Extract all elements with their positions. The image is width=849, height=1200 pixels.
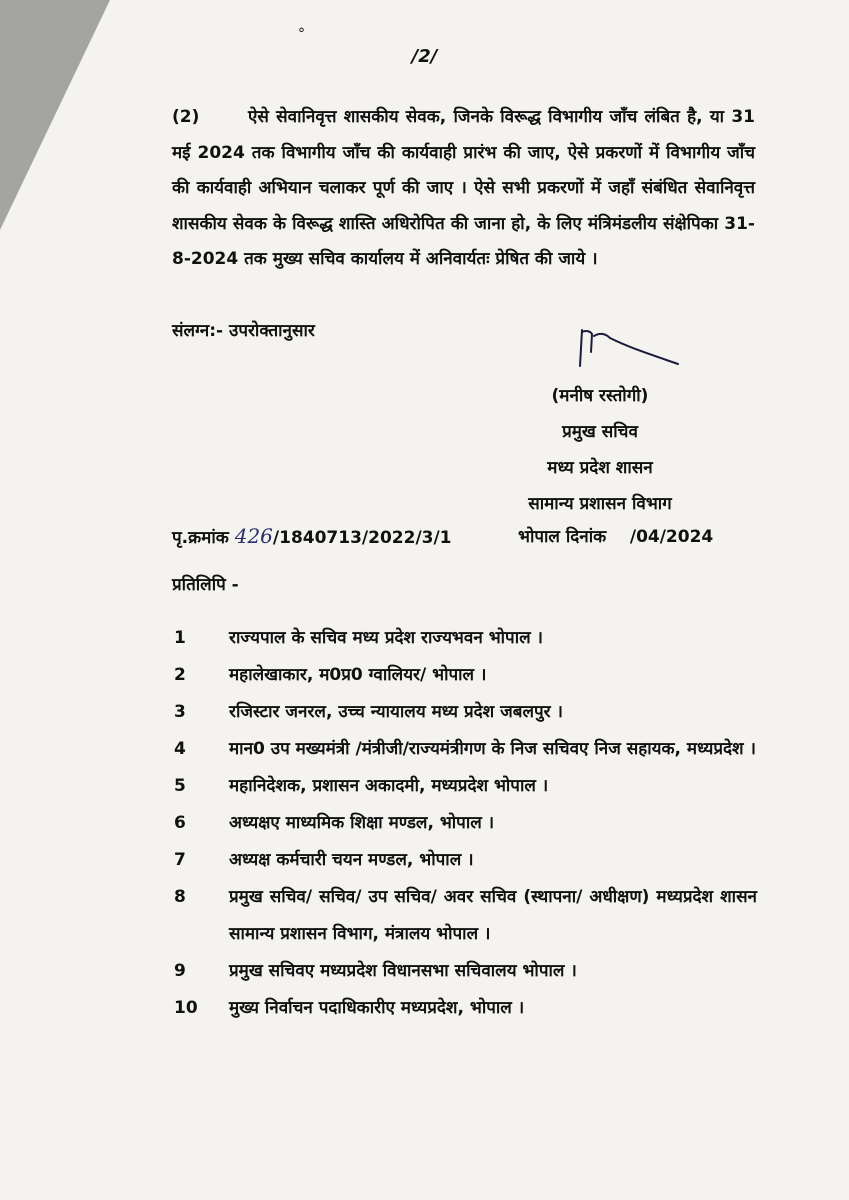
- item-number: 7: [174, 850, 186, 870]
- item-number: 9: [174, 961, 186, 981]
- item-text: राज्यपाल के सचिव मध्य प्रदेश राज्यभवन भोपाल ।: [229, 628, 543, 648]
- item-text: रजिस्टार जनरल, उच्च न्यायालय मध्य प्रदेश जबलपुर ।: [229, 702, 563, 722]
- reference-number: /1840713/2022/3/1: [272, 528, 452, 548]
- page-number: /2/: [411, 46, 438, 67]
- signatory-department: सामान्य प्रशासन विभाग: [528, 494, 672, 514]
- item-number: 3: [174, 702, 186, 722]
- item-text: अध्यक्षए माध्यमिक शिक्षा मण्डल, भोपाल ।: [229, 813, 495, 833]
- item-number: 10: [174, 998, 198, 1018]
- item-number: 5: [174, 776, 186, 796]
- item-number: 2: [174, 665, 186, 685]
- item-number: 6: [174, 813, 186, 833]
- body-paragraph: [172, 100, 755, 278]
- item-text: मुख्य निर्वाचन पदाधिकारीए मध्यप्रदेश, भोपाल ।: [229, 998, 525, 1018]
- signatory-designation: प्रमुख सचिव: [562, 422, 638, 442]
- list-item: [172, 620, 757, 657]
- item-text: महानिदेशक, प्रशासन अकादमी, मध्यप्रदेश भोपाल ।: [229, 776, 549, 796]
- item-text: मान0 उप मख्यमंत्री /मंत्रीजी/राज्यमंत्रीगण के निज सचिवए निज सहायक, मध्यप्रदेश ।: [229, 739, 756, 759]
- scan-corner-shadow: [0, 0, 110, 230]
- list-item: [172, 879, 757, 953]
- copy-recipient-list: [172, 620, 757, 1027]
- item-number: 8: [174, 887, 186, 907]
- item-text: अध्यक्ष कर्मचारी चयन मण्डल, भोपाल ।: [229, 850, 474, 870]
- signatory-government: मध्य प्रदेश शासन: [547, 458, 653, 478]
- list-item: [172, 657, 757, 694]
- copy-heading: प्रतिलिपि -: [172, 575, 239, 595]
- list-item: [172, 805, 757, 842]
- signature-block: [470, 378, 730, 522]
- reference-line: [172, 524, 732, 548]
- item-text: प्रमुख सचिवए मध्यप्रदेश विधानसभा सचिवालय भोपाल ।: [229, 961, 577, 981]
- paragraph-text: ऐसे सेवानिवृत्त शासकीय सेवक, जिनके विरूद्ध विभागीय जाँच लंबित है, या 31 मई 2024 तक विभागीय जाँच की कार्यवाही प्रारंभ की जाए, ऐसे प्रकरणों में विभागीय जाँच की कार्यवाही अभियान चलाकर पूर्ण की जाए । ऐसे सभी प्रकरणों में जहाँ संबंधित सेवानिवृत्त शासकीय सेवक के विरूद्ध शास्ति अधिरोपित की जाना हो, के लिए मंत्रिमंडलीय संक्षेपिका 31-8-2024 तक मुख्य सचिव कार्यालय में अनिवार्यतः प्रेषित की जाये ।: [172, 107, 755, 269]
- list-item: [172, 953, 757, 990]
- list-item: [172, 731, 757, 768]
- list-item: [172, 842, 757, 879]
- paragraph-number: (2): [172, 107, 200, 127]
- item-text: महालेखाकार, म0प्र0 ग्वालियर/ भोपाल ।: [229, 665, 487, 685]
- scan-speck: °: [298, 26, 305, 42]
- list-item: [172, 990, 757, 1027]
- item-number: 1: [174, 628, 186, 648]
- signature: [570, 322, 690, 372]
- list-item: [172, 694, 757, 731]
- handwritten-reference-number: 426: [234, 524, 273, 548]
- item-number: 4: [174, 739, 186, 759]
- enclosure-note: संलग्न:- उपरोक्तानुसार: [172, 321, 315, 341]
- item-text: प्रमुख सचिव/ सचिव/ उप सचिव/ अवर सचिव (स्थापना/ अधीक्षण) मध्यप्रदेश शासन सामान्य प्रशासन विभाग, मंत्रालय भोपाल ।: [229, 887, 757, 944]
- reference-label: पृ.क्रमांक: [172, 528, 229, 548]
- signatory-name: (मनीष रस्तोगी): [551, 386, 649, 406]
- list-item: [172, 768, 757, 805]
- reference-date: भोपाल दिनांक /04/2024: [518, 527, 714, 547]
